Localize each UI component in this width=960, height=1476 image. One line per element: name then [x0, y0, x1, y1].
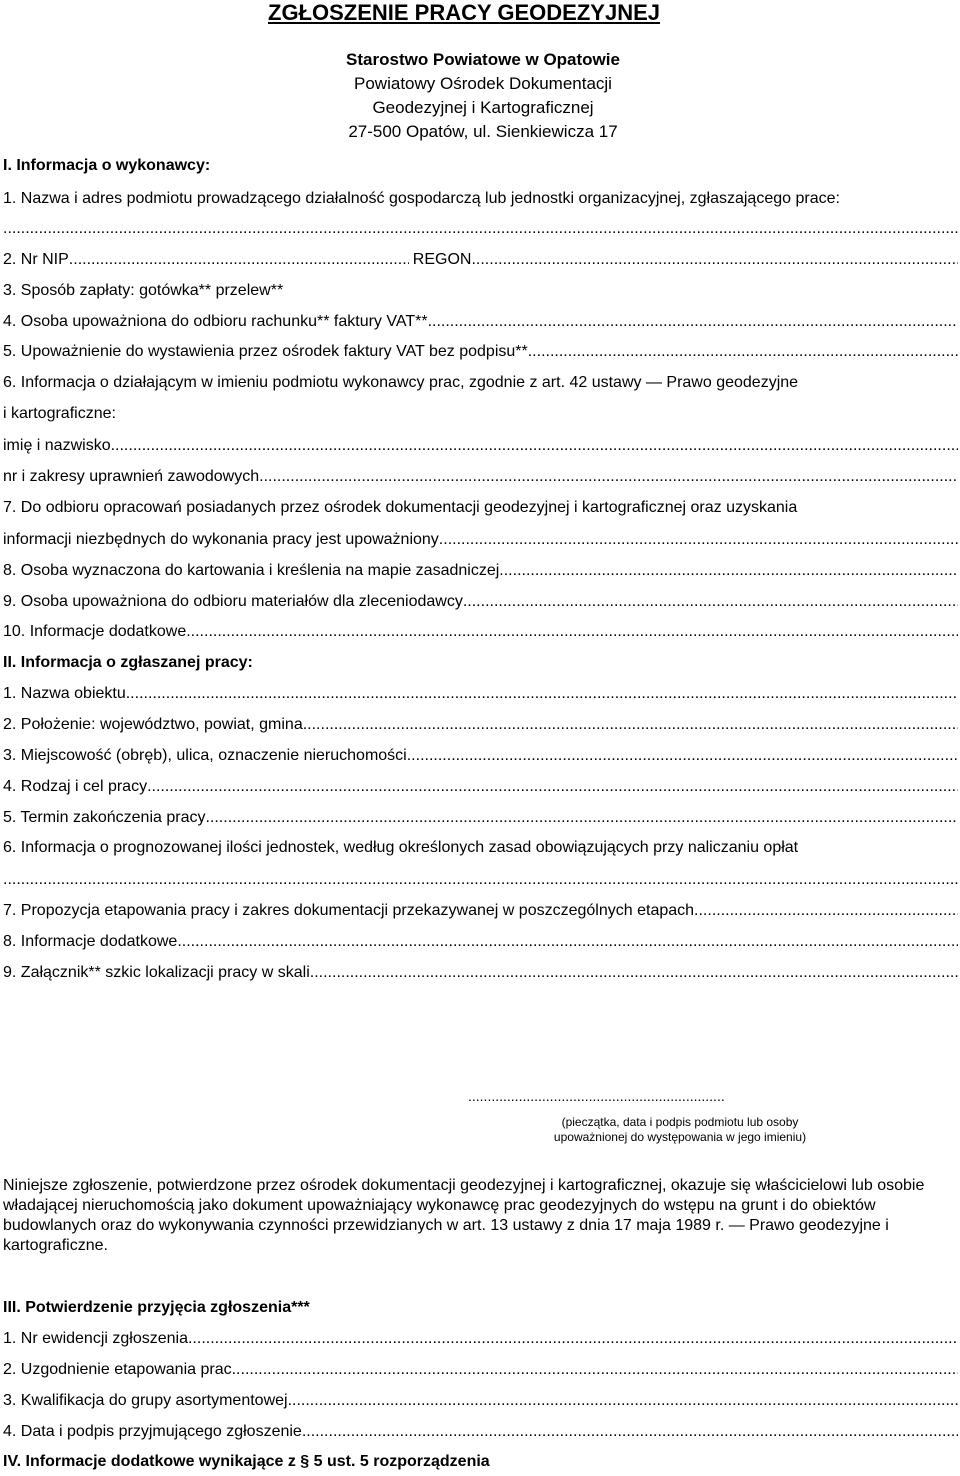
s1-item1-label: 1. Nazwa i adres podmiotu prowadzącego działalność gospodarczą lub jednostki organizacyjnej, zgłaszającego prace:	[3, 190, 840, 207]
s1-item6-line2: i kartograficzne:	[3, 405, 116, 422]
s1-item2-field[interactable]	[3, 252, 958, 268]
signature-caption: (pieczątka, data i podpis podmiotu lub osoby upoważnionej do występowania w jego imieniu)	[553, 1115, 807, 1144]
s1-item8-field[interactable]: 8. Osoba wyznaczona do kartowania i kreślenia na mapie zasadniczej .....	[3, 563, 958, 579]
office-unit: Powiatowy Ośrodek Dokumentacji	[354, 74, 612, 93]
s1-item6-name-field[interactable]: imię i nazwisko .....	[3, 438, 958, 454]
s3-item3-field[interactable]: 3. Kwalifikacja do grupy asortymentowej .....	[3, 1393, 958, 1409]
s2-item1-field[interactable]: 1. Nazwa obiektu .....	[3, 686, 958, 702]
s1-item7-line1: 7. Do odbioru opracowań posiadanych przez ośrodek dokumentacji geodezyjnej i kartograficznej oraz uzyskania	[3, 499, 798, 516]
s1-item4-field[interactable]: 4. Osoba upoważniona do odbioru rachunku** faktury VAT** .....	[3, 314, 958, 330]
s3-item2-field[interactable]: 2. Uzgodnienie etapowania prac .....	[3, 1362, 958, 1378]
s2-item6-field[interactable]	[3, 872, 958, 888]
s1-item10-field[interactable]: 10. Informacje dodatkowe .....	[3, 624, 958, 640]
section-1-heading: I. Informacja o wykonawcy:	[3, 157, 211, 174]
office-unit-2: Geodezyjnej i Kartograficznej	[372, 98, 594, 117]
section-3-heading: III. Potwierdzenie przyjęcia zgłoszenia***	[3, 1299, 310, 1316]
s1-item5-field[interactable]: 5. Upoważnienie do wystawienia przez ośrodek faktury VAT bez podpisu** .....	[3, 344, 958, 360]
dotted-line	[3, 221, 958, 237]
s2-item3-field[interactable]: 3. Miejscowość (obręb), ulica, oznaczenie nieruchomości .....	[3, 748, 958, 764]
nip-dots	[69, 252, 409, 268]
notice-paragraph: Niniejsze zgłoszenie, potwierdzone przez ośrodek dokumentacji geodezyjnej i kartograficznej, okazuje się właścicielowi lub osobie władającej nieruchomością jako dokument upoważniający wykonawcę prac geodezyjnych do wstępu na grunt i do obiektów budowlanych oraz do wykonywania czynności przewidzianych w art. 13 ustawy z dnia 17 maja 1989 r. — Prawo geodezyjne i kartograficzne.	[3, 1177, 925, 1254]
regon-label: REGON	[412, 251, 472, 268]
s3-item4-field[interactable]: 4. Data i podpis przyjmującego zgłoszenie .....	[3, 1424, 958, 1440]
s2-item8-field[interactable]: 8. Informacje dodatkowe .....	[3, 934, 958, 950]
s2-item7-field[interactable]: 7. Propozycja etapowania pracy i zakres dokumentacji przekazywanej w poszczególnych etapach .....	[3, 903, 958, 919]
section-4-heading: IV. Informacje dodatkowe wynikające z § 5 ust. 5 rozporządzenia	[3, 1453, 490, 1470]
regon-dots	[471, 252, 958, 268]
nip-label: 2. Nr NIP	[3, 251, 69, 268]
s1-item9-field[interactable]: 9. Osoba upoważniona do odbioru materiałów dla zleceniodawcy .....	[3, 594, 958, 610]
section-2-heading: II. Informacja o zgłaszanej pracy:	[3, 654, 253, 671]
s1-item3: 3. Sposób zapłaty: gotówka** przelew**	[3, 282, 284, 299]
s2-item9-field[interactable]: 9. Załącznik** szkic lokalizacji pracy w skali .....	[3, 965, 958, 981]
s1-item1-field[interactable]	[3, 221, 958, 237]
s3-item1-field[interactable]: 1. Nr ewidencji zgłoszenia .....	[3, 1331, 958, 1347]
s2-item4-field[interactable]: 4. Rodzaj i cel pracy .....	[3, 779, 958, 795]
s1-item7-field[interactable]: informacji niezbędnych do wykonania pracy jest upoważniony .....	[3, 532, 958, 548]
document-title: ZGŁOSZENIE PRACY GEODEZYJNEJ	[268, 0, 661, 25]
signature-line[interactable]: ..................................................................	[468, 1088, 725, 1104]
s2-item2-field[interactable]: 2. Położenie: województwo, powiat, gmina .....	[3, 717, 958, 733]
office-address: 27-500 Opatów, ul. Sienkiewicza 17	[348, 122, 618, 141]
s1-item6-rights-field[interactable]: nr i zakresy uprawnień zawodowych .....	[3, 469, 958, 485]
office-name: Starostwo Powiatowe w Opatowie	[346, 50, 620, 69]
s2-item5-field[interactable]: 5. Termin zakończenia pracy .....	[3, 810, 958, 826]
s1-item6-line1: 6. Informacja o działającym w imieniu podmiotu wykonawcy prac, zgodnie z art. 42 ustawy — Prawo geodezyjne	[3, 374, 799, 391]
s2-item6-label: 6. Informacja o prognozowanej ilości jednostek, według określonych zasad obowiązujących przy naliczaniu opłat	[3, 839, 799, 856]
